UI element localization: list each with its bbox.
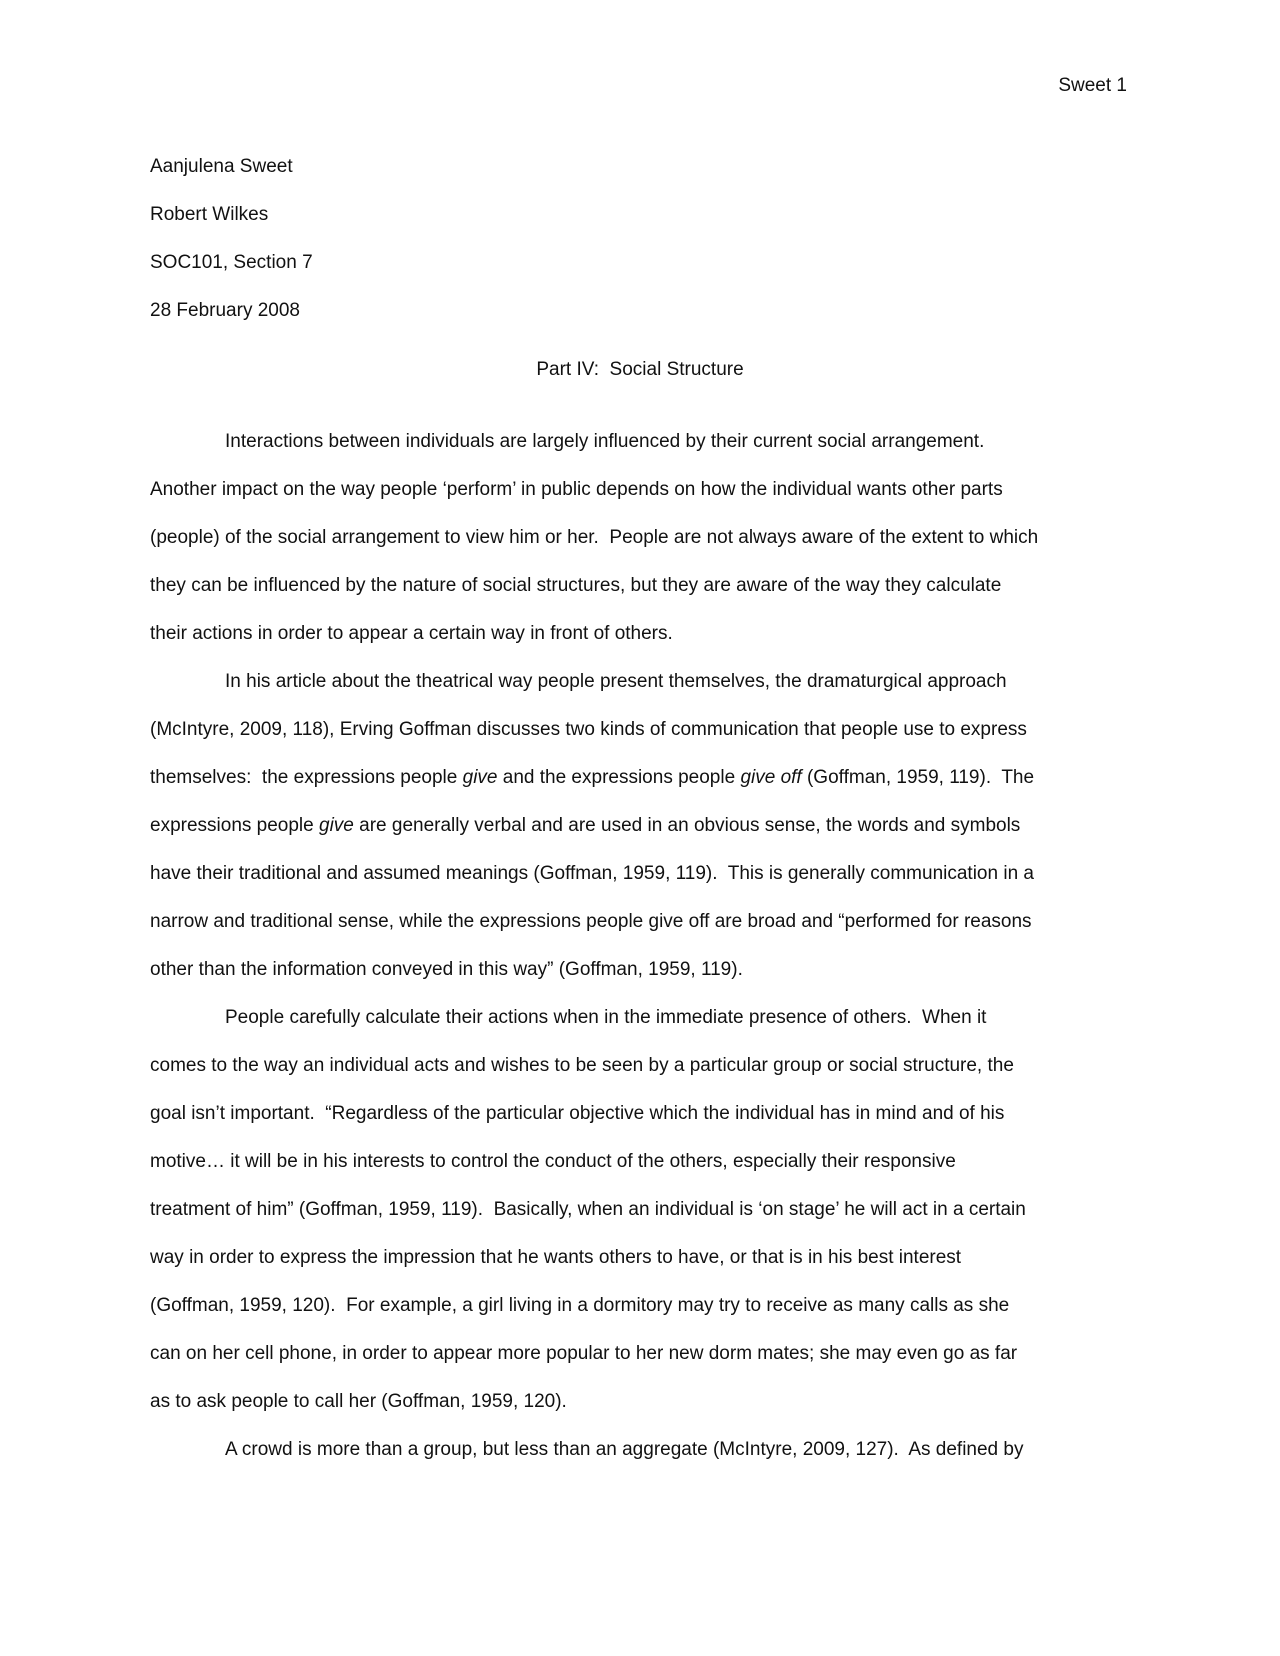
paragraph-line: (McIntyre, 2009, 118), Erving Goffman discusses two kinds of communication that people use to express — [150, 719, 1027, 740]
paragraph-line: have their traditional and assumed meanings (Goffman, 1959, 119). This is generally communication in a — [150, 863, 1034, 884]
paragraph-line: treatment of him” (Goffman, 1959, 119). Basically, when an individual is ‘on stage’ he will act in a certain — [150, 1199, 1026, 1220]
paragraph-line: Another impact on the way people ‘perform’ in public depends on how the individual wants other parts — [150, 479, 1003, 500]
paragraph-line: Interactions between individuals are largely influenced by their current social arrangement. — [225, 431, 985, 452]
paragraph-line: (people) of the social arrangement to view him or her. People are not always aware of the extent to which — [150, 527, 1039, 548]
paragraph-line: People carefully calculate their actions when in the immediate presence of others. When it — [225, 1007, 987, 1028]
text-run: (Goffman, 1959, 119). The — [801, 767, 1035, 788]
document-title: Part IV: Social Structure — [536, 359, 744, 380]
text-run: themselves: the expressions people — [150, 767, 463, 788]
paragraph-line: other than the information conveyed in this way” (Goffman, 1959, 119). — [150, 959, 743, 980]
paragraph-line: goal isn’t important. “Regardless of the particular objective which the individual has in mind and of his — [150, 1103, 1005, 1124]
paragraph-line: (Goffman, 1959, 120). For example, a girl living in a dormitory may try to receive as many calls as she — [150, 1295, 1010, 1316]
paragraph-line: narrow and traditional sense, while the expressions people give off are broad and “performed for reasons — [150, 911, 1032, 932]
paragraph-line — [150, 802, 1130, 850]
text-run: expressions people — [150, 815, 319, 836]
paragraph-line: way in order to express the impression that he wants others to have, or that is in his best interest — [150, 1247, 962, 1268]
running-head: Sweet 1 — [1058, 75, 1127, 96]
instructor-name: Robert Wilkes — [150, 204, 269, 225]
course-info: SOC101, Section 7 — [150, 252, 313, 273]
paragraph-4 — [150, 1426, 1130, 1474]
mla-heading — [150, 143, 313, 335]
body-text — [150, 418, 1130, 1474]
paragraph-3 — [150, 994, 1130, 1426]
document-date: 28 February 2008 — [150, 300, 300, 321]
paragraph-2 — [150, 658, 1130, 994]
paragraph-line: motive… it will be in his interests to control the conduct of the others, especially their responsive — [150, 1151, 956, 1172]
paragraph-line: In his article about the theatrical way people present themselves, the dramaturgical approach — [225, 671, 1007, 692]
paragraph-line: A crowd is more than a group, but less than an aggregate (McIntyre, 2009, 127). As defined by — [225, 1439, 1024, 1460]
paragraph-line: as to ask people to call her (Goffman, 1959, 120). — [150, 1391, 567, 1412]
paragraph-line: they can be influenced by the nature of social structures, but they are aware of the way they calculate — [150, 575, 1002, 596]
italic-term: give — [462, 767, 498, 788]
author-name: Aanjulena Sweet — [150, 156, 293, 177]
paragraph-line — [150, 754, 1130, 802]
italic-term: give off — [740, 767, 802, 788]
paragraph-line: can on her cell phone, in order to appear more popular to her new dorm mates; she may even go as far — [150, 1343, 1018, 1364]
text-run: are generally verbal and are used in an obvious sense, the words and symbols — [353, 815, 1021, 836]
paragraph-line: comes to the way an individual acts and wishes to be seen by a particular group or social structure, the — [150, 1055, 1014, 1076]
text-run: and the expressions people — [497, 767, 741, 788]
paragraph-1 — [150, 418, 1130, 658]
italic-term: give — [319, 815, 354, 836]
paragraph-line: their actions in order to appear a certain way in front of others. — [150, 623, 673, 644]
